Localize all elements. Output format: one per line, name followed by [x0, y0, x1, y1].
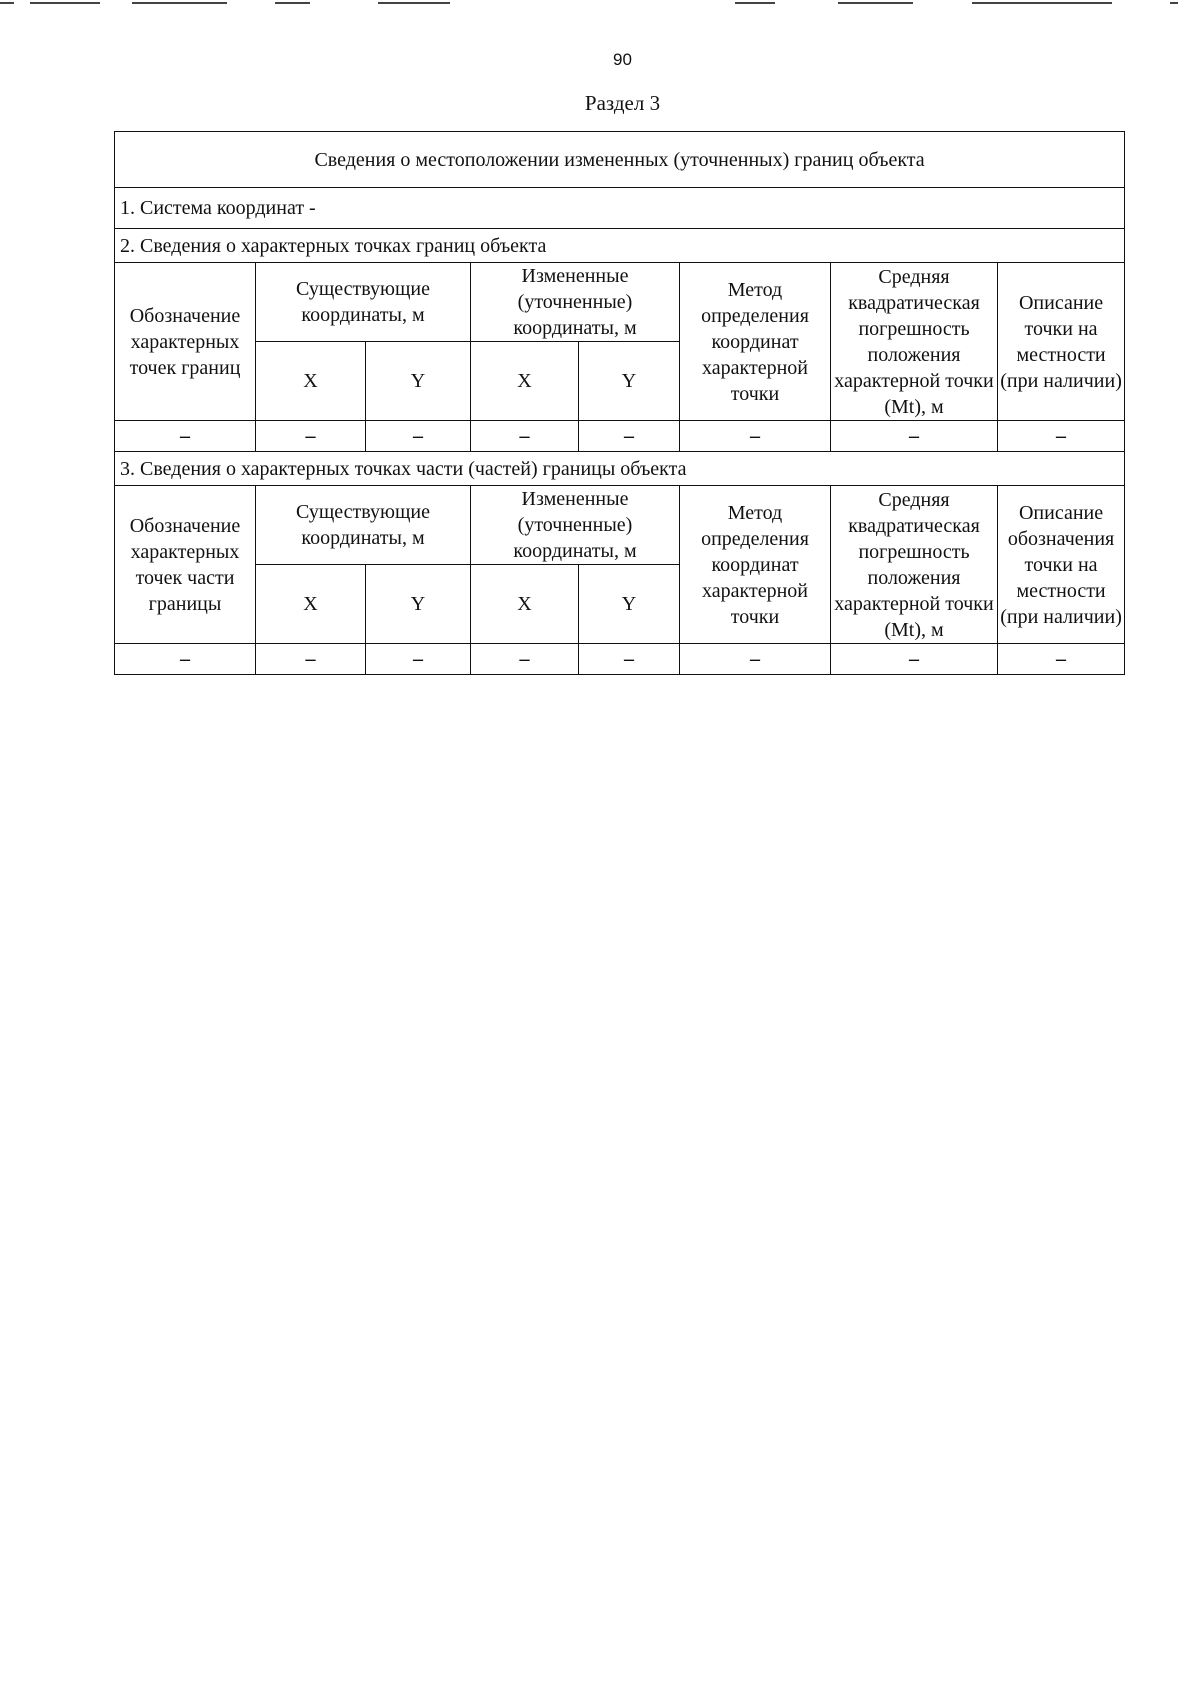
part2-col-changed-coords: Измененные (уточненные) координаты, м	[471, 263, 680, 342]
part2-changed-y: Y	[579, 342, 680, 421]
part2-col-description: Описание точки на местности (при наличии)	[998, 263, 1125, 421]
part2-cell: –	[831, 421, 998, 452]
part3-existing-y: Y	[366, 565, 471, 644]
part2-cell: –	[579, 421, 680, 452]
part2-col-designation: Обозначение характерных точек границ	[115, 263, 256, 421]
part3-col-designation: Обозначение характерных точек части границы	[115, 486, 256, 644]
part3-cell: –	[256, 644, 366, 675]
part2-changed-x: X	[471, 342, 579, 421]
part2-cell: –	[115, 421, 256, 452]
part3-existing-x: X	[256, 565, 366, 644]
part3-col-existing-coords: Существующие координаты, м	[256, 486, 471, 565]
table-title: Сведения о местоположении измененных (уточненных) границ объекта	[115, 132, 1125, 188]
part2-col-mean-error: Средняя квадратическая погрешность положения характерной точки (Mt), м	[831, 263, 998, 421]
part2-existing-y: Y	[366, 342, 471, 421]
part2-cell: –	[998, 421, 1125, 452]
section-title: Раздел 3	[584, 91, 661, 115]
part2-cell: –	[680, 421, 831, 452]
part3-cell: –	[471, 644, 579, 675]
part2-col-existing-coords: Существующие координаты, м	[256, 263, 471, 342]
part3-changed-y: Y	[579, 565, 680, 644]
scan-artifact-marks	[0, 0, 1200, 12]
part3-col-method: Метод определения координат характерной точки	[680, 486, 831, 644]
part3-cell: –	[366, 644, 471, 675]
part3-cell: –	[998, 644, 1125, 675]
part2-col-method: Метод определения координат характерной точки	[680, 263, 831, 421]
part2-cell: –	[256, 421, 366, 452]
part3-cell: –	[115, 644, 256, 675]
page-number: 90	[613, 50, 632, 69]
coordinate-system-row: 1. Система координат -	[115, 188, 1125, 229]
part3-cell: –	[680, 644, 831, 675]
part2-existing-x: X	[256, 342, 366, 421]
part3-cell: –	[579, 644, 680, 675]
part3-col-mean-error: Средняя квадратическая погрешность положения характерной точки (Mt), м	[831, 486, 998, 644]
boundary-info-table	[114, 131, 1125, 675]
part3-cell: –	[831, 644, 998, 675]
part3-col-changed-coords: Измененные (уточненные) координаты, м	[471, 486, 680, 565]
part2-cell: –	[366, 421, 471, 452]
part3-heading: 3. Сведения о характерных точках части (частей) границы объекта	[115, 452, 1125, 486]
part2-heading: 2. Сведения о характерных точках границ объекта	[115, 229, 1125, 263]
part3-changed-x: X	[471, 565, 579, 644]
part3-col-description: Описание обозначения точки на местности (при наличии)	[998, 486, 1125, 644]
part2-cell: –	[471, 421, 579, 452]
